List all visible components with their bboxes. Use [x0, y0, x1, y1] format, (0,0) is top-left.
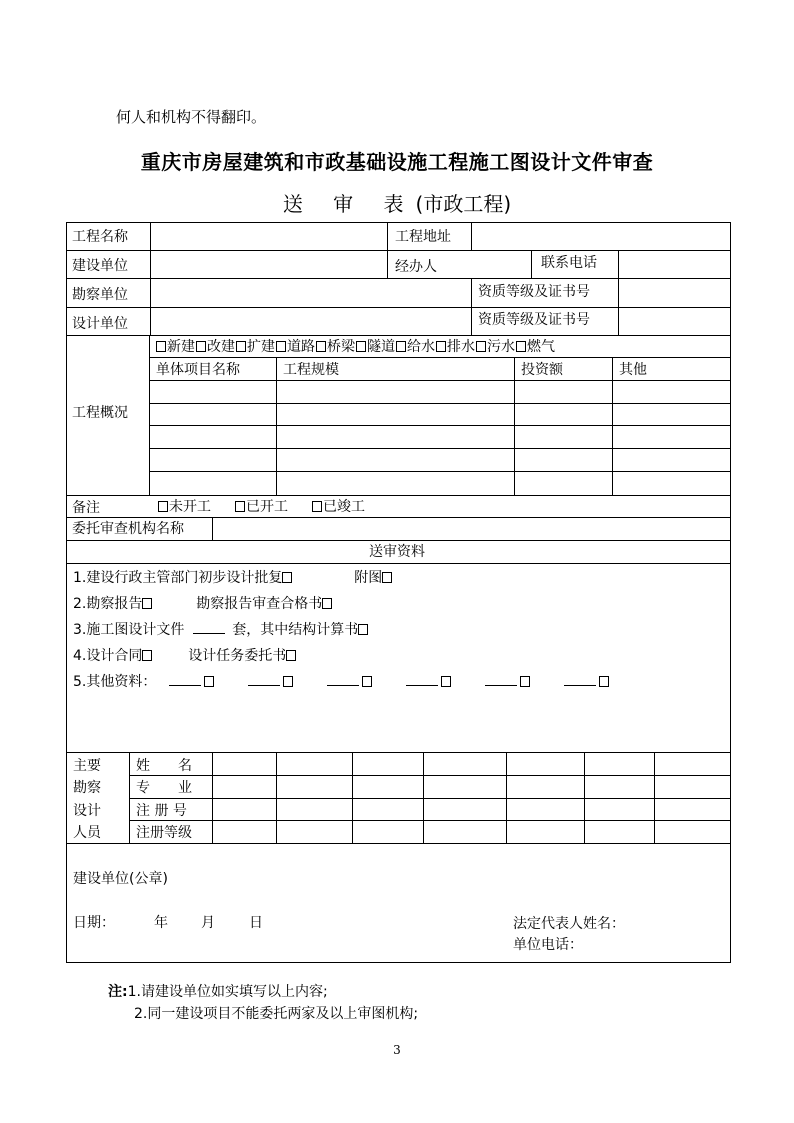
material-1-text: 1.建设行政主管部门初步设计批复	[73, 570, 283, 586]
checkbox[interactable]	[282, 572, 292, 583]
material-item-1	[73, 569, 393, 587]
material-3b-text: 套，其中结构计算书	[232, 622, 359, 638]
checkbox[interactable]	[158, 501, 168, 512]
label-remark: 备注	[72, 500, 100, 516]
project-type-option[interactable]	[156, 338, 195, 356]
project-type-option-label: 改建	[207, 339, 235, 355]
label-review-agency: 委托审查机构名称	[72, 521, 184, 537]
checkbox[interactable]	[286, 650, 296, 661]
note-prefix: 注:	[108, 984, 128, 1000]
col-unit-name: 单体项目名称	[156, 362, 240, 378]
status-option[interactable]	[312, 498, 365, 516]
checkbox[interactable]	[204, 676, 214, 687]
project-type-option-label: 桥梁	[327, 339, 355, 355]
project-type-option[interactable]	[476, 338, 515, 356]
checkbox[interactable]	[322, 598, 332, 609]
project-type-option[interactable]	[516, 338, 555, 356]
checkbox[interactable]	[382, 572, 392, 583]
project-type-option-label: 道路	[287, 339, 315, 355]
project-type-option[interactable]	[316, 338, 355, 356]
subtitle-part-b: (市政工程)	[415, 192, 512, 216]
status-option[interactable]	[235, 498, 288, 516]
other-blank[interactable]	[169, 673, 201, 686]
other-blank[interactable]	[406, 673, 438, 686]
date-month: 月	[201, 915, 215, 931]
label-overview: 工程概况	[72, 405, 128, 421]
date-label: 日期：	[73, 915, 115, 931]
label-phone: 联系电话	[541, 255, 597, 271]
checkbox[interactable]	[236, 341, 246, 352]
material-item-5	[73, 673, 610, 691]
materials-header: 送审资料	[369, 544, 425, 560]
checkbox[interactable]	[312, 501, 322, 512]
material-2-text: 2.勘察报告	[73, 596, 143, 612]
material-4b-text: 设计任务委托书	[188, 648, 287, 664]
personnel-label-4: 人员	[73, 825, 101, 841]
checkbox[interactable]	[316, 341, 326, 352]
checkbox[interactable]	[276, 341, 286, 352]
date-day: 日	[249, 915, 263, 931]
project-type-option[interactable]	[436, 338, 475, 356]
status-option-label: 已开工	[246, 499, 288, 515]
label-qual-cert-1: 资质等级及证书号	[478, 284, 590, 300]
material-2b-text: 勘察报告审查合格书	[196, 596, 323, 612]
personnel-label-2: 勘察	[73, 780, 101, 796]
construction-status-options	[158, 498, 389, 516]
project-type-option-label: 燃气	[527, 339, 555, 355]
checkbox[interactable]	[476, 341, 486, 352]
copies-blank[interactable]	[193, 621, 225, 634]
project-type-option[interactable]	[196, 338, 235, 356]
col-other: 其他	[619, 362, 647, 378]
other-blank[interactable]	[564, 673, 596, 686]
note-1: 1.请建设单位如实填写以上内容;	[127, 984, 328, 1000]
label-project-address: 工程地址	[395, 229, 451, 245]
subtitle-part-a: 送 审 表	[282, 192, 416, 216]
label-project-name: 工程名称	[72, 229, 128, 245]
unit-phone-label: 单位电话：	[513, 937, 583, 953]
project-type-option[interactable]	[356, 338, 395, 356]
material-3-text: 3.施工图设计文件	[73, 622, 185, 638]
project-type-option-label: 污水	[487, 339, 515, 355]
other-blank[interactable]	[248, 673, 280, 686]
checkbox[interactable]	[283, 676, 293, 687]
note-line-1	[108, 983, 328, 1001]
checkbox[interactable]	[516, 341, 526, 352]
personnel-row-regno: 注 册 号	[136, 803, 187, 819]
personnel-label-3: 设计	[73, 803, 101, 819]
label-builder: 建设单位	[72, 258, 128, 274]
personnel-label-1: 主要	[73, 758, 101, 774]
material-5-text: 5.其他资料：	[73, 674, 157, 690]
legal-rep-label: 法定代表人姓名：	[513, 916, 625, 932]
project-type-option-label: 新建	[167, 339, 195, 355]
checkbox[interactable]	[441, 676, 451, 687]
project-type-option[interactable]	[396, 338, 435, 356]
checkbox[interactable]	[436, 341, 446, 352]
material-item-3	[73, 621, 369, 639]
other-blank[interactable]	[485, 673, 517, 686]
other-blank[interactable]	[327, 673, 359, 686]
page-number: 3	[393, 1043, 401, 1057]
note-2: 2.同一建设项目不能委托两家及以上审图机构;	[134, 1006, 419, 1022]
material-4-text: 4.设计合同	[73, 648, 143, 664]
checkbox[interactable]	[196, 341, 206, 352]
project-type-option-label: 排水	[447, 339, 475, 355]
status-option[interactable]	[158, 498, 211, 516]
label-survey-unit: 勘察单位	[72, 287, 128, 303]
checkbox[interactable]	[362, 676, 372, 687]
status-option-label: 已竣工	[323, 499, 365, 515]
personnel-row-level: 注册等级	[136, 825, 192, 841]
material-item-2	[73, 595, 333, 613]
material-item-4	[73, 647, 297, 665]
label-qual-cert-2: 资质等级及证书号	[478, 312, 590, 328]
checkbox[interactable]	[358, 624, 368, 635]
personnel-row-name: 姓 名	[136, 758, 192, 774]
project-type-option-label: 给水	[407, 339, 435, 355]
checkbox[interactable]	[142, 598, 152, 609]
material-1b-text: 附图	[354, 570, 383, 586]
project-type-option[interactable]	[236, 338, 275, 356]
seal-label: 建设单位(公章)	[73, 871, 168, 887]
project-type-option[interactable]	[276, 338, 315, 356]
project-type-option-label: 隧道	[367, 339, 395, 355]
status-option-label: 未开工	[169, 499, 211, 515]
personnel-row-major: 专 业	[136, 780, 192, 796]
intro-text: 何人和机构不得翻印。	[116, 108, 267, 126]
label-design-unit: 设计单位	[72, 316, 128, 332]
project-type-option-label: 扩建	[247, 339, 275, 355]
checkbox[interactable]	[235, 501, 245, 512]
col-investment: 投资额	[521, 362, 563, 378]
label-handler: 经办人	[395, 259, 437, 275]
checkbox[interactable]	[142, 650, 152, 661]
checkbox[interactable]	[396, 341, 406, 352]
page-subtitle	[0, 188, 794, 217]
checkbox[interactable]	[599, 676, 609, 687]
checkbox[interactable]	[156, 341, 166, 352]
project-type-options	[156, 338, 556, 356]
page-title: 重庆市房屋建筑和市政基础设施工程施工图设计文件审查	[140, 150, 654, 174]
checkbox[interactable]	[356, 341, 366, 352]
date-year: 年	[154, 915, 168, 931]
checkbox[interactable]	[520, 676, 530, 687]
col-scale: 工程规模	[283, 362, 339, 378]
